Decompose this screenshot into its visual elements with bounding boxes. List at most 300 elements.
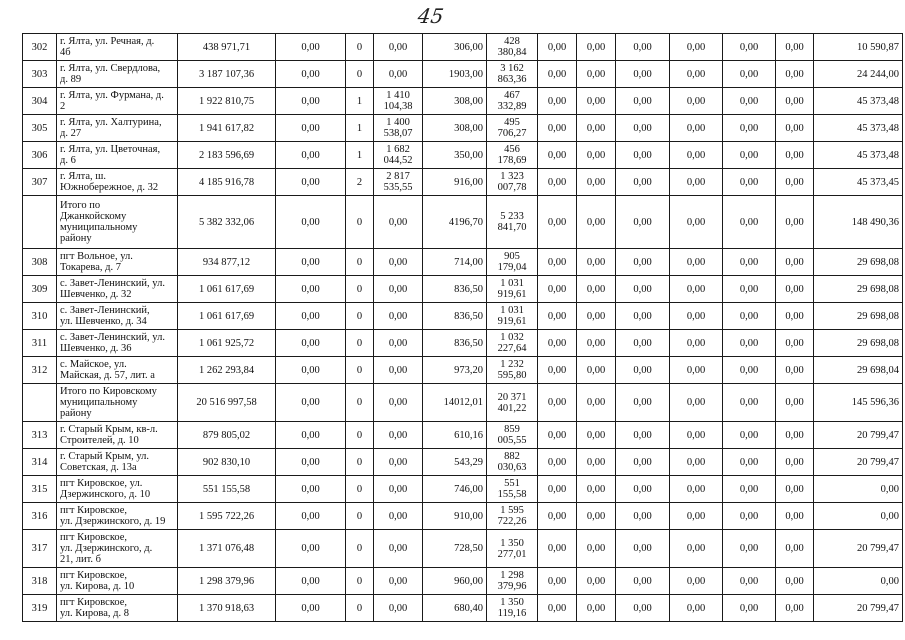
value-cell: 0,00 xyxy=(538,88,577,115)
value-cell: 0,00 xyxy=(670,384,723,422)
area-cell: 308,00 xyxy=(423,115,487,142)
amount-cell: 29 698,08 xyxy=(814,303,903,330)
address-cell xyxy=(57,276,178,303)
total-cost-cell: 4 185 916,78 xyxy=(178,169,276,196)
address-cell xyxy=(57,169,178,196)
value-cell: 0,00 xyxy=(616,595,670,622)
value-cell: 0,00 xyxy=(276,503,346,530)
value-cell: 0,00 xyxy=(776,595,814,622)
count-cell: 0 xyxy=(346,595,374,622)
value-cell: 0,00 xyxy=(538,169,577,196)
value-cell: 0,00 xyxy=(616,384,670,422)
area-cell: 680,40 xyxy=(423,595,487,622)
value-cell-line: 1 298 xyxy=(500,570,524,581)
value-cell: 0,00 xyxy=(723,303,776,330)
value-cell xyxy=(487,249,538,276)
value-cell xyxy=(487,476,538,503)
value-cell: 0,00 xyxy=(616,449,670,476)
total-cost-cell: 3 187 107,36 xyxy=(178,61,276,88)
row-number: 303 xyxy=(23,61,57,88)
value-cell: 0,00 xyxy=(616,568,670,595)
value-cell: 0,00 xyxy=(577,303,616,330)
value-cell: 0,00 xyxy=(276,88,346,115)
address-cell-line: с. Майское, ул. xyxy=(60,359,127,370)
value-cell: 0,00 xyxy=(670,169,723,196)
value-cell xyxy=(374,357,423,384)
value-cell-line: 595,80 xyxy=(497,370,527,381)
area-cell: 543,29 xyxy=(423,449,487,476)
value-cell-line: 0,00 xyxy=(388,41,408,53)
address-cell-line: Итого по xyxy=(60,200,101,211)
value-cell: 0,00 xyxy=(723,384,776,422)
value-cell: 0,00 xyxy=(670,196,723,249)
value-cell: 0,00 xyxy=(276,249,346,276)
total-cost-cell: 934 877,12 xyxy=(178,249,276,276)
value-cell-line: 0,00 xyxy=(388,310,408,322)
table-row xyxy=(23,34,903,61)
value-cell: 0,00 xyxy=(616,276,670,303)
address-cell-line: Южнобережное, д. 32 xyxy=(60,182,159,193)
value-cell: 0,00 xyxy=(776,115,814,142)
amount-cell: 148 490,36 xyxy=(814,196,903,249)
value-cell: 0,00 xyxy=(723,115,776,142)
value-cell-line: 0,00 xyxy=(388,216,408,228)
value-cell xyxy=(374,503,423,530)
value-cell xyxy=(487,196,538,249)
value-cell: 0,00 xyxy=(538,142,577,169)
area-cell: 746,00 xyxy=(423,476,487,503)
address-cell-line: ул. Кирова, д. 8 xyxy=(60,608,129,619)
value-cell-line: 1 031 xyxy=(500,305,524,316)
value-cell: 0,00 xyxy=(616,503,670,530)
area-cell: 836,50 xyxy=(423,330,487,357)
count-cell: 1 xyxy=(346,88,374,115)
value-cell: 0,00 xyxy=(276,303,346,330)
value-cell: 0,00 xyxy=(670,34,723,61)
address-cell-line: пгт Кировское, xyxy=(60,597,128,608)
amount-cell: 24 244,00 xyxy=(814,61,903,88)
address-cell xyxy=(57,530,178,568)
value-cell: 0,00 xyxy=(276,34,346,61)
value-cell: 0,00 xyxy=(616,357,670,384)
value-cell xyxy=(487,384,538,422)
count-cell: 1 xyxy=(346,142,374,169)
value-cell-line: 179,04 xyxy=(497,262,527,273)
count-cell: 0 xyxy=(346,330,374,357)
address-cell-line: пгт Кировское, xyxy=(60,505,128,516)
address-cell xyxy=(57,196,178,249)
table-row xyxy=(23,330,903,357)
value-cell: 0,00 xyxy=(577,276,616,303)
row-number: 317 xyxy=(23,530,57,568)
value-cell-line: 104,38 xyxy=(383,101,413,112)
address-cell-line: району xyxy=(60,408,92,419)
table-row xyxy=(23,422,903,449)
count-cell: 0 xyxy=(346,503,374,530)
value-cell xyxy=(487,595,538,622)
value-cell: 0,00 xyxy=(723,568,776,595)
value-cell xyxy=(374,276,423,303)
total-cost-cell: 1 262 293,84 xyxy=(178,357,276,384)
amount-cell: 45 373,48 xyxy=(814,115,903,142)
value-cell-line: 178,69 xyxy=(497,155,527,166)
value-cell: 0,00 xyxy=(776,357,814,384)
value-cell: 0,00 xyxy=(276,276,346,303)
value-cell: 0,00 xyxy=(577,330,616,357)
value-cell: 0,00 xyxy=(276,449,346,476)
address-cell xyxy=(57,595,178,622)
value-cell: 0,00 xyxy=(776,503,814,530)
value-cell: 0,00 xyxy=(670,503,723,530)
value-cell xyxy=(487,34,538,61)
table-row xyxy=(23,61,903,88)
row-number xyxy=(23,196,57,249)
address-cell-line: г. Ялта, ул. Фурмана, д. xyxy=(60,90,164,101)
address-cell xyxy=(57,568,178,595)
value-cell: 0,00 xyxy=(723,34,776,61)
address-cell-line: Дзержинского, д. 10 xyxy=(60,489,151,500)
total-cost-cell: 1 922 810,75 xyxy=(178,88,276,115)
value-cell xyxy=(487,422,538,449)
value-cell: 0,00 xyxy=(670,595,723,622)
row-number: 307 xyxy=(23,169,57,196)
value-cell: 0,00 xyxy=(723,249,776,276)
value-cell-line: 0,00 xyxy=(388,575,408,587)
amount-cell: 29 698,08 xyxy=(814,276,903,303)
value-cell: 0,00 xyxy=(723,422,776,449)
value-cell: 0,00 xyxy=(577,169,616,196)
value-cell-line: 722,26 xyxy=(497,516,527,527)
table-row xyxy=(23,476,903,503)
amount-cell: 0,00 xyxy=(814,503,903,530)
address-cell xyxy=(57,34,178,61)
total-cost-cell: 1 941 617,82 xyxy=(178,115,276,142)
value-cell-line: 0,00 xyxy=(388,397,408,408)
value-cell: 0,00 xyxy=(776,88,814,115)
value-cell xyxy=(374,196,423,249)
value-cell: 0,00 xyxy=(776,169,814,196)
value-cell-line: 332,89 xyxy=(497,101,527,112)
value-cell: 0,00 xyxy=(776,34,814,61)
row-number: 318 xyxy=(23,568,57,595)
value-cell: 0,00 xyxy=(538,303,577,330)
total-cost-cell: 1 371 076,48 xyxy=(178,530,276,568)
value-cell: 0,00 xyxy=(723,276,776,303)
value-cell: 0,00 xyxy=(723,142,776,169)
address-cell-line: Джанкойскому xyxy=(60,211,127,222)
value-cell-line: 428 xyxy=(504,36,520,47)
count-cell: 0 xyxy=(346,61,374,88)
area-cell: 960,00 xyxy=(423,568,487,595)
total-cost-cell: 438 971,71 xyxy=(178,34,276,61)
value-cell: 0,00 xyxy=(670,249,723,276)
row-number xyxy=(23,384,57,422)
address-cell xyxy=(57,303,178,330)
amount-cell: 29 698,04 xyxy=(814,357,903,384)
value-cell: 0,00 xyxy=(776,330,814,357)
row-number: 306 xyxy=(23,142,57,169)
value-cell: 0,00 xyxy=(776,249,814,276)
value-cell-line: 1 350 xyxy=(500,597,524,608)
value-cell: 0,00 xyxy=(776,568,814,595)
address-cell xyxy=(57,503,178,530)
value-cell xyxy=(374,61,423,88)
address-cell-line: г. Ялта, ш. xyxy=(60,171,106,182)
value-cell: 0,00 xyxy=(723,595,776,622)
value-cell-line: 0,00 xyxy=(388,68,408,80)
value-cell xyxy=(487,330,538,357)
total-cost-cell: 1 061 617,69 xyxy=(178,303,276,330)
value-cell: 0,00 xyxy=(723,476,776,503)
value-cell: 0,00 xyxy=(670,115,723,142)
address-cell-line: ул. Дзержинского, д. xyxy=(60,543,153,554)
area-cell: 350,00 xyxy=(423,142,487,169)
row-number: 309 xyxy=(23,276,57,303)
address-cell-line: с. Завет-Ленинский, ул. xyxy=(60,332,165,343)
total-cost-cell: 20 516 997,58 xyxy=(178,384,276,422)
page-number: 45 xyxy=(416,4,446,28)
value-cell: 0,00 xyxy=(670,568,723,595)
value-cell-line: 0,00 xyxy=(388,429,408,441)
value-cell: 0,00 xyxy=(616,142,670,169)
value-cell: 0,00 xyxy=(577,595,616,622)
value-cell: 0,00 xyxy=(577,115,616,142)
table-row xyxy=(23,357,903,384)
value-cell-line: 495 xyxy=(504,117,520,128)
value-cell: 0,00 xyxy=(577,142,616,169)
value-cell-line: 2 817 xyxy=(386,171,410,182)
total-cost-cell: 2 183 596,69 xyxy=(178,142,276,169)
value-cell: 0,00 xyxy=(670,142,723,169)
address-cell-line: г. Ялта, ул. Цветочная, xyxy=(60,144,161,155)
row-number: 315 xyxy=(23,476,57,503)
count-cell: 0 xyxy=(346,196,374,249)
value-cell-line: 030,63 xyxy=(497,462,527,473)
value-cell-line: 535,55 xyxy=(383,182,413,193)
value-cell: 0,00 xyxy=(577,249,616,276)
value-cell: 0,00 xyxy=(577,503,616,530)
table-row xyxy=(23,384,903,422)
value-cell-line: 0,00 xyxy=(388,364,408,376)
value-cell: 0,00 xyxy=(616,530,670,568)
value-cell: 0,00 xyxy=(616,196,670,249)
address-cell xyxy=(57,249,178,276)
value-cell xyxy=(487,169,538,196)
value-cell: 0,00 xyxy=(577,196,616,249)
total-cost-cell: 551 155,58 xyxy=(178,476,276,503)
value-cell-line: 005,55 xyxy=(497,435,527,446)
value-cell-line: 1 595 xyxy=(500,505,524,516)
value-cell-line: 0,00 xyxy=(388,602,408,614)
row-number: 314 xyxy=(23,449,57,476)
value-cell: 0,00 xyxy=(276,196,346,249)
value-cell-line: 5 233 xyxy=(500,211,524,222)
amount-cell: 29 698,08 xyxy=(814,330,903,357)
value-cell-line: 007,78 xyxy=(497,182,527,193)
value-cell: 0,00 xyxy=(538,568,577,595)
value-cell-line: 3 162 xyxy=(500,63,524,74)
value-cell xyxy=(487,115,538,142)
total-cost-cell: 1 370 918,63 xyxy=(178,595,276,622)
address-cell-line: Шевченко, д. 36 xyxy=(60,343,132,354)
address-cell xyxy=(57,88,178,115)
value-cell-line: 859 xyxy=(504,424,520,435)
value-cell: 0,00 xyxy=(276,61,346,88)
value-cell xyxy=(374,142,423,169)
value-cell: 0,00 xyxy=(616,249,670,276)
value-cell: 0,00 xyxy=(723,88,776,115)
value-cell-line: 1 400 xyxy=(386,117,410,128)
row-number: 311 xyxy=(23,330,57,357)
count-cell: 1 xyxy=(346,115,374,142)
address-cell xyxy=(57,384,178,422)
value-cell xyxy=(487,530,538,568)
address-cell-line: г. Ялта, ул. Свердлова, xyxy=(60,63,161,74)
value-cell: 0,00 xyxy=(577,34,616,61)
value-cell-line: 1 410 xyxy=(386,90,410,101)
value-cell-line: 044,52 xyxy=(383,155,413,166)
row-number: 305 xyxy=(23,115,57,142)
value-cell-line: 0,00 xyxy=(388,337,408,349)
amount-cell: 20 799,47 xyxy=(814,422,903,449)
total-cost-cell: 5 382 332,06 xyxy=(178,196,276,249)
value-cell: 0,00 xyxy=(670,276,723,303)
table-row xyxy=(23,530,903,568)
address-cell-line: д. 89 xyxy=(60,74,82,85)
value-cell-line: 1 232 xyxy=(500,359,524,370)
table-row xyxy=(23,88,903,115)
table-row xyxy=(23,142,903,169)
value-cell xyxy=(487,276,538,303)
address-cell xyxy=(57,115,178,142)
amount-cell: 20 799,47 xyxy=(814,530,903,568)
value-cell xyxy=(374,422,423,449)
value-cell: 0,00 xyxy=(276,595,346,622)
count-cell: 0 xyxy=(346,422,374,449)
value-cell-line: 0,00 xyxy=(388,256,408,268)
value-cell-line: 0,00 xyxy=(388,543,408,554)
value-cell: 0,00 xyxy=(723,357,776,384)
value-cell: 0,00 xyxy=(616,422,670,449)
value-cell-line: 467 xyxy=(504,90,520,101)
address-cell-line: пгт Кировское, ул. xyxy=(60,478,143,489)
value-cell: 0,00 xyxy=(616,88,670,115)
value-cell: 0,00 xyxy=(538,595,577,622)
address-cell-line: району xyxy=(60,233,92,244)
amount-cell: 10 590,87 xyxy=(814,34,903,61)
value-cell xyxy=(487,88,538,115)
address-cell-line: Майская, д. 57, лит. а xyxy=(60,370,155,381)
value-cell: 0,00 xyxy=(776,61,814,88)
value-cell: 0,00 xyxy=(670,449,723,476)
total-cost-cell: 1 061 925,72 xyxy=(178,330,276,357)
table-row xyxy=(23,303,903,330)
value-cell-line: 119,16 xyxy=(497,608,527,619)
row-number: 313 xyxy=(23,422,57,449)
value-cell xyxy=(374,595,423,622)
value-cell xyxy=(487,61,538,88)
value-cell: 0,00 xyxy=(616,34,670,61)
amount-cell: 145 596,36 xyxy=(814,384,903,422)
value-cell-line: 0,00 xyxy=(388,483,408,495)
value-cell: 0,00 xyxy=(276,422,346,449)
value-cell xyxy=(374,330,423,357)
area-cell: 836,50 xyxy=(423,276,487,303)
value-cell-line: 401,22 xyxy=(497,402,527,414)
value-cell: 0,00 xyxy=(276,357,346,384)
value-cell: 0,00 xyxy=(670,357,723,384)
table-row xyxy=(23,169,903,196)
value-cell: 0,00 xyxy=(670,303,723,330)
value-cell-line: 538,07 xyxy=(383,128,413,139)
address-cell-line: г. Старый Крым, ул. xyxy=(60,451,150,462)
value-cell xyxy=(374,568,423,595)
address-cell-line: Токарева, д. 7 xyxy=(60,262,121,273)
value-cell-line: 1 682 xyxy=(386,144,410,155)
value-cell: 0,00 xyxy=(276,476,346,503)
value-cell: 0,00 xyxy=(538,276,577,303)
value-cell: 0,00 xyxy=(538,530,577,568)
value-cell: 0,00 xyxy=(538,115,577,142)
area-cell: 973,20 xyxy=(423,357,487,384)
amount-cell: 20 799,47 xyxy=(814,449,903,476)
area-cell: 308,00 xyxy=(423,88,487,115)
value-cell-line: 1 350 xyxy=(500,537,524,549)
area-cell: 714,00 xyxy=(423,249,487,276)
value-cell xyxy=(374,476,423,503)
value-cell: 0,00 xyxy=(538,196,577,249)
value-cell-line: 1 031 xyxy=(500,278,524,289)
table-row xyxy=(23,276,903,303)
value-cell-line: 905 xyxy=(504,251,520,262)
value-cell-line: 863,36 xyxy=(497,74,527,85)
value-cell: 0,00 xyxy=(670,530,723,568)
address-cell-line: муниципальному xyxy=(60,397,138,408)
value-cell: 0,00 xyxy=(616,476,670,503)
value-cell: 0,00 xyxy=(776,196,814,249)
value-cell xyxy=(374,169,423,196)
value-cell: 0,00 xyxy=(723,196,776,249)
value-cell: 0,00 xyxy=(776,142,814,169)
value-cell: 0,00 xyxy=(276,384,346,422)
value-cell: 0,00 xyxy=(776,422,814,449)
value-cell: 0,00 xyxy=(577,476,616,503)
value-cell: 0,00 xyxy=(616,61,670,88)
area-cell: 916,00 xyxy=(423,169,487,196)
address-cell-line: г. Ялта, ул. Халтурина, xyxy=(60,117,162,128)
value-cell: 0,00 xyxy=(577,357,616,384)
register-table xyxy=(22,33,903,622)
row-number: 316 xyxy=(23,503,57,530)
value-cell: 0,00 xyxy=(670,88,723,115)
amount-cell: 45 373,45 xyxy=(814,169,903,196)
amount-cell: 45 373,48 xyxy=(814,142,903,169)
value-cell: 0,00 xyxy=(776,384,814,422)
value-cell: 0,00 xyxy=(616,169,670,196)
address-cell-line: 21, лит. б xyxy=(60,554,102,565)
value-cell: 0,00 xyxy=(577,384,616,422)
value-cell-line: 0,00 xyxy=(388,510,408,522)
address-cell-line: ул. Шевченко, д. 34 xyxy=(60,316,147,327)
address-cell-line: г. Ялта, ул. Речная, д. xyxy=(60,36,155,47)
value-cell: 0,00 xyxy=(776,476,814,503)
value-cell: 0,00 xyxy=(276,115,346,142)
address-cell-line: ул. Дзержинского, д. 19 xyxy=(60,516,166,527)
value-cell: 0,00 xyxy=(577,422,616,449)
value-cell xyxy=(374,115,423,142)
area-cell: 910,00 xyxy=(423,503,487,530)
count-cell: 0 xyxy=(346,530,374,568)
